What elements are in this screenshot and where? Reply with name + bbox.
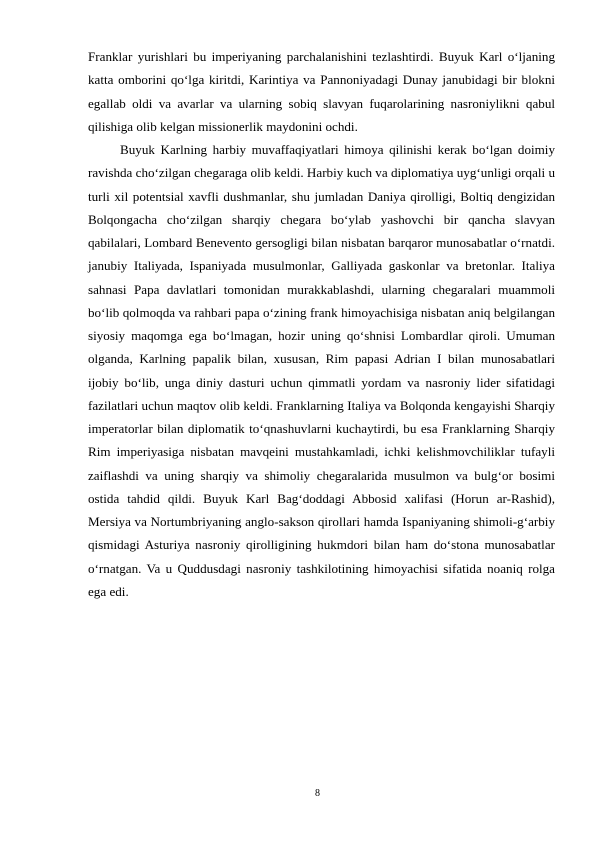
paragraph-1: Franklar yurishlari bu imperiyaning parchalanishini tezlashtirdi. Buyuk Karl o‘ljaning katta omborini qo‘lga kiritdi, Karintiya va Pannoniyadagi Dunay janubidagi bir blokni egallab oldi va avarlar va ularning sobiq slavyan fuqarolarining nasroniylikni qabul qilishiga olib kelgan missionerlik maydonini ochdi. <box>88 49 555 134</box>
page-number: 8 <box>315 788 320 799</box>
document-body <box>88 45 555 603</box>
paragraph-2: Buyuk Karlning harbiy muvaffaqiyatlari himoya qilinishi kerak bo‘lgan doimiy ravishda cho‘zilgan chegaraga olib keldi. Harbiy kuch va diplomatiya uyg‘unligi orqali u turli xil potentsial xavfli dushmanlar, shu jumladan Daniya qirolligi, Boltiq dengizidan Bolqongacha cho‘zilgan sharqiy chegara bo‘ylab yashovchi bir qancha slavyan qabilalari, Lombard Benevento gersogligi bilan nisbatan barqaror munosabatlar o‘rnatdi. janubiy Italiyada, Ispaniyada musulmonlar, Galliyada gaskonlar va bretonlar. Italiya sahnasi Papa davlatlari tomonidan murakkablashdi, ularning chegaralari muammoli bo‘lib qolmoqda va rahbari papa o‘zining frank himoyachisiga nisbatan aniq belgilangan siyosiy maqomga ega bo‘lmagan, hozir uning qo‘shnisi Lombardlar qiroli. Umuman olganda, Karlning papalik bilan, xususan, Rim papasi Adrian I bilan munosabatlari ijobiy bo‘lib, unga diniy dasturi uchun qimmatli yordam va nasroniy lider sifatidagi fazilatlari uchun maqtov olib keldi. Franklarning Italiya va Bolqonda kengayishi Sharqiy imperatorlar bilan diplomatik to‘qnashuvlarni kuchaytirdi, bu esa Franklarning Sharqiy Rim imperiyasiga nisbatan mavqeini mustahkamladi, ichki kelishmovchiliklar tufayli zaiflashdi va uning sharqiy va shimoliy chegaralarida musulmon va bulg‘or bosimi ostida tahdid qildi. Buyuk Karl Bag‘doddagi Abbosid xalifasi (Horun ar-Rashid), Mersiya va Nortumbriyaning anglo-sakson qirollari hamda Ispaniyaning shimoli-g‘arbiy qismidagi Asturiya nasroniy qirolligining hukmdori bilan ham do‘stona munosabatlar o‘rnatgan. Va u Quddusdagi nasroniy tashkilotining himoyachisi sifatida noaniq rolga ega edi. <box>88 142 555 599</box>
